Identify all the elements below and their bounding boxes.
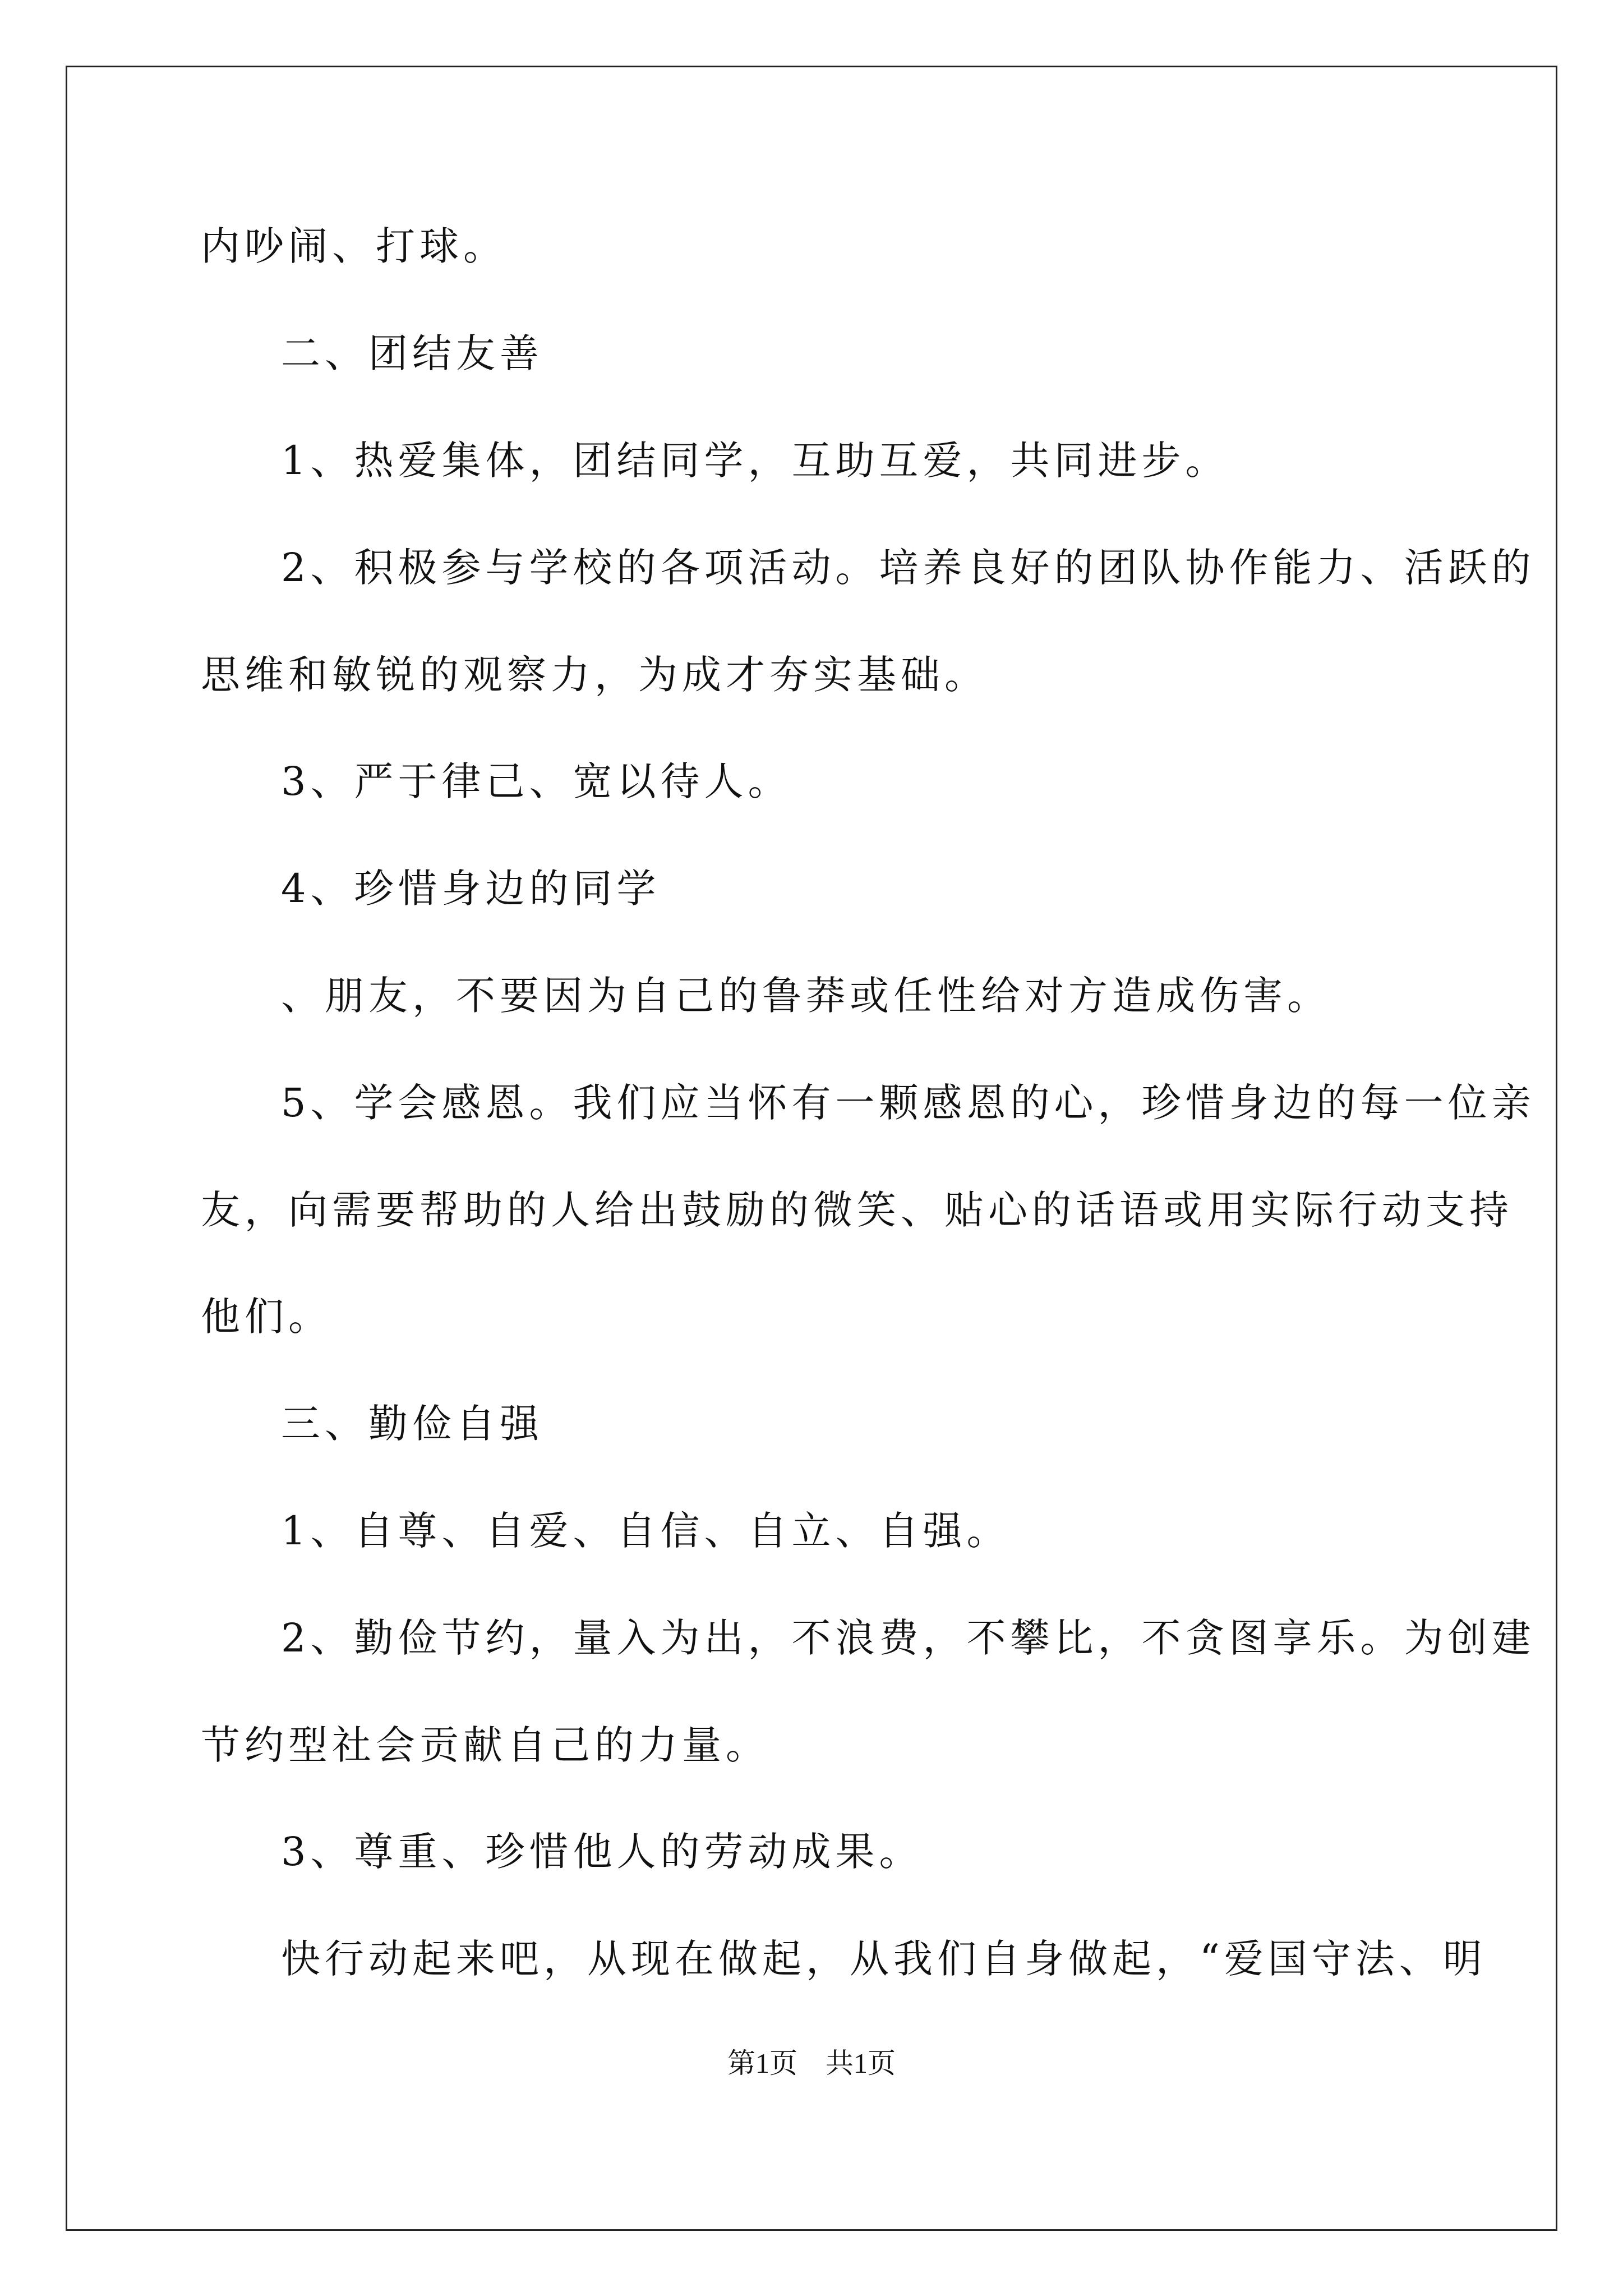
text-line: 他们。	[201, 1294, 332, 1340]
text-line: 节约型社会贡献自己的力量。	[201, 1722, 769, 1768]
text-line: 友，向需要帮助的人给出鼓励的微笑、贴心的话语或用实际行动支持	[201, 1187, 1513, 1233]
text-line: 3、尊重、珍惜他人的劳动成果。	[281, 1829, 923, 1875]
page-footer	[0, 2046, 1623, 2080]
text-line: 5、学会感恩。我们应当怀有一颗感恩的心，珍惜身边的每一位亲	[281, 1080, 1536, 1126]
text-line: 2、积极参与学校的各项活动。培养良好的团队协作能力、活跃的	[281, 545, 1536, 591]
page-number-current: 第1页	[727, 2047, 797, 2079]
text-line: 2、勤俭节约，量入为出，不浪费，不攀比，不贪图享乐。为创建	[281, 1615, 1536, 1661]
page-border	[66, 66, 1557, 2231]
section-heading: 二、团结友善	[281, 330, 543, 376]
text-line: 1、热爱集体，团结同学，互助互爱，共同进步。	[281, 438, 1229, 484]
section-heading: 三、勤俭自强	[281, 1401, 543, 1447]
text-line: 内吵闹、打球。	[201, 223, 507, 269]
text-line: 、朋友，不要因为自己的鲁莽或任性给对方造成伤害。	[281, 973, 1331, 1019]
text-line: 1、自尊、自爱、自信、自立、自强。	[281, 1508, 1011, 1554]
text-line: 思维和敏锐的观察力，为成才夯实基础。	[201, 652, 988, 698]
text-line: 3、严于律己、宽以待人。	[281, 758, 792, 804]
page-number-total: 共1页	[826, 2047, 896, 2079]
text-line: 快行动起来吧，从现在做起，从我们自身做起，“爱国守法、明	[281, 1936, 1487, 1982]
text-line: 4、珍惜身边的同学	[281, 866, 661, 912]
